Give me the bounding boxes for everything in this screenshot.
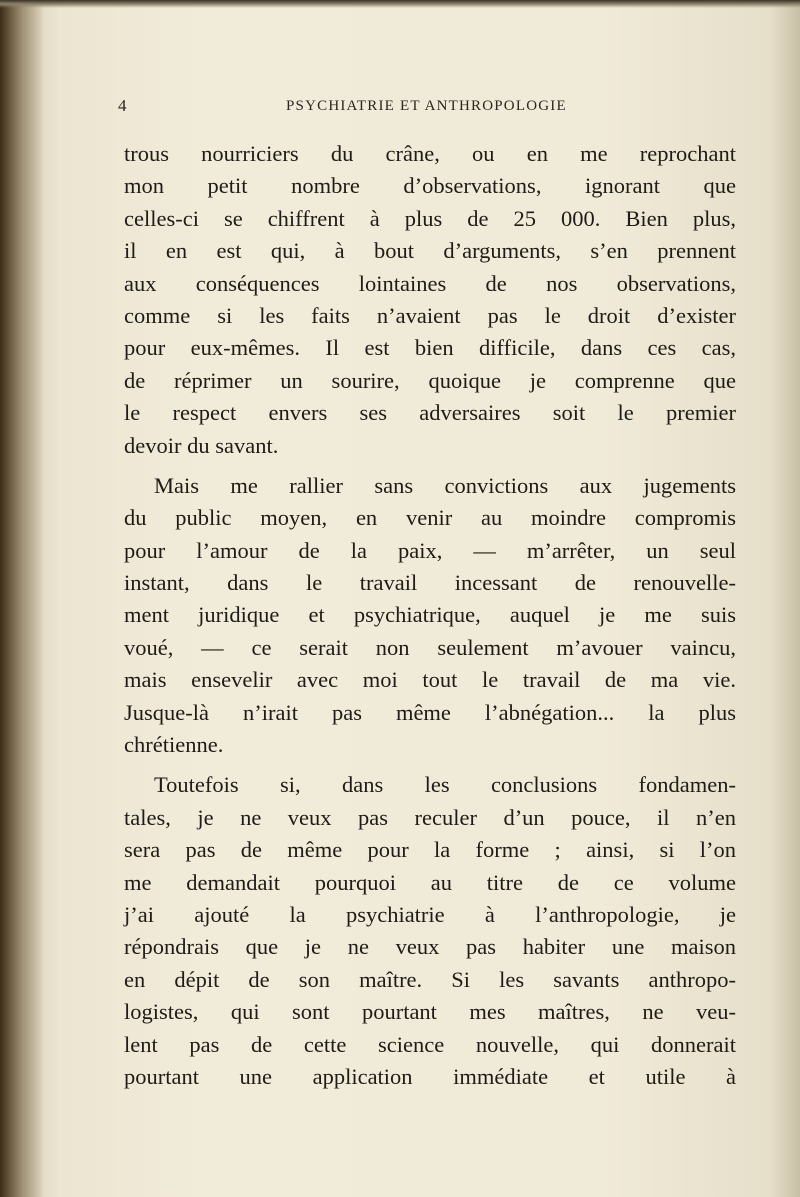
text-line: comme si les faits n’avaient pas le droit d’exister [124,302,736,328]
running-title: PSYCHIATRIE ET ANTHROPOLOGIE [286,98,567,114]
text-line: ment juridique et psychiatrique, auquel je me suis [124,602,736,628]
text-line: voué, — ce serait non seulement m’avouer vaincu, [124,634,736,660]
body-text [124,138,736,1093]
text-line: sera pas de même pour la forme ; ainsi, si l’on [124,837,736,863]
text-line: me demandait pourquoi au titre de ce volume [124,869,736,895]
text-line: lent pas de cette science nouvelle, qui donnerait [124,1031,736,1057]
text-line: mon petit nombre d’observations, ignorant que [124,173,736,199]
text-line: de réprimer un sourire, quoique je comprenne que [124,367,736,393]
text-line: tales, je ne veux pas reculer d’un pouce, il n’en [124,804,736,830]
text-line: mais ensevelir avec moi tout le travail de ma vie. [124,667,736,693]
text-line: aux conséquences lointaines de nos observations, [124,270,736,296]
paragraph-gap [124,761,736,769]
text-line: pourtant une application immédiate et utile à [124,1063,736,1089]
page-top-edge [0,0,800,8]
text-line: Jusque-là n’irait pas même l’abnégation... la plus [124,699,736,725]
text-line: trous nourriciers du crâne, ou en me reprochant [124,141,736,166]
text-line: du public moyen, en venir au moindre compromis [124,505,736,531]
text-line: le respect envers ses adversaires soit le premier [124,400,736,426]
text-line: il en est qui, à bout d’arguments, s’en prennent [124,238,736,264]
page-number: 4 [118,96,127,115]
paragraph [124,769,736,1093]
text-line: répondrais que je ne veux pas habiter une maison [124,934,736,960]
text-line: chrétienne. [124,732,224,758]
book-binding-edge [0,0,44,1197]
text-line: celles-ci se chiffrent à plus de 25 000. Bien plus, [124,205,736,231]
text-line: Mais me rallier sans convictions aux jugements [154,472,736,498]
text-line: j’ai ajouté la psychiatrie à l’anthropologie, je [124,901,736,927]
text-line: instant, dans le travail incessant de renouvelle- [124,570,736,596]
running-header [120,96,680,120]
text-line: logistes, qui sont pourtant mes maîtres, ne veu- [124,999,736,1025]
text-line: Toutefois si, dans les conclusions fondamen- [154,772,736,798]
paragraph [124,470,736,762]
text-line: pour l’amour de la paix, — m’arrêter, un seul [124,537,736,563]
text-line: pour eux-mêmes. Il est bien difficile, dans ces cas, [124,335,736,361]
paragraph [124,138,736,462]
text-line: en dépit de son maître. Si les savants anthropo- [124,966,736,992]
text-line: devoir du savant. [124,432,279,458]
paragraph-gap [124,462,736,470]
